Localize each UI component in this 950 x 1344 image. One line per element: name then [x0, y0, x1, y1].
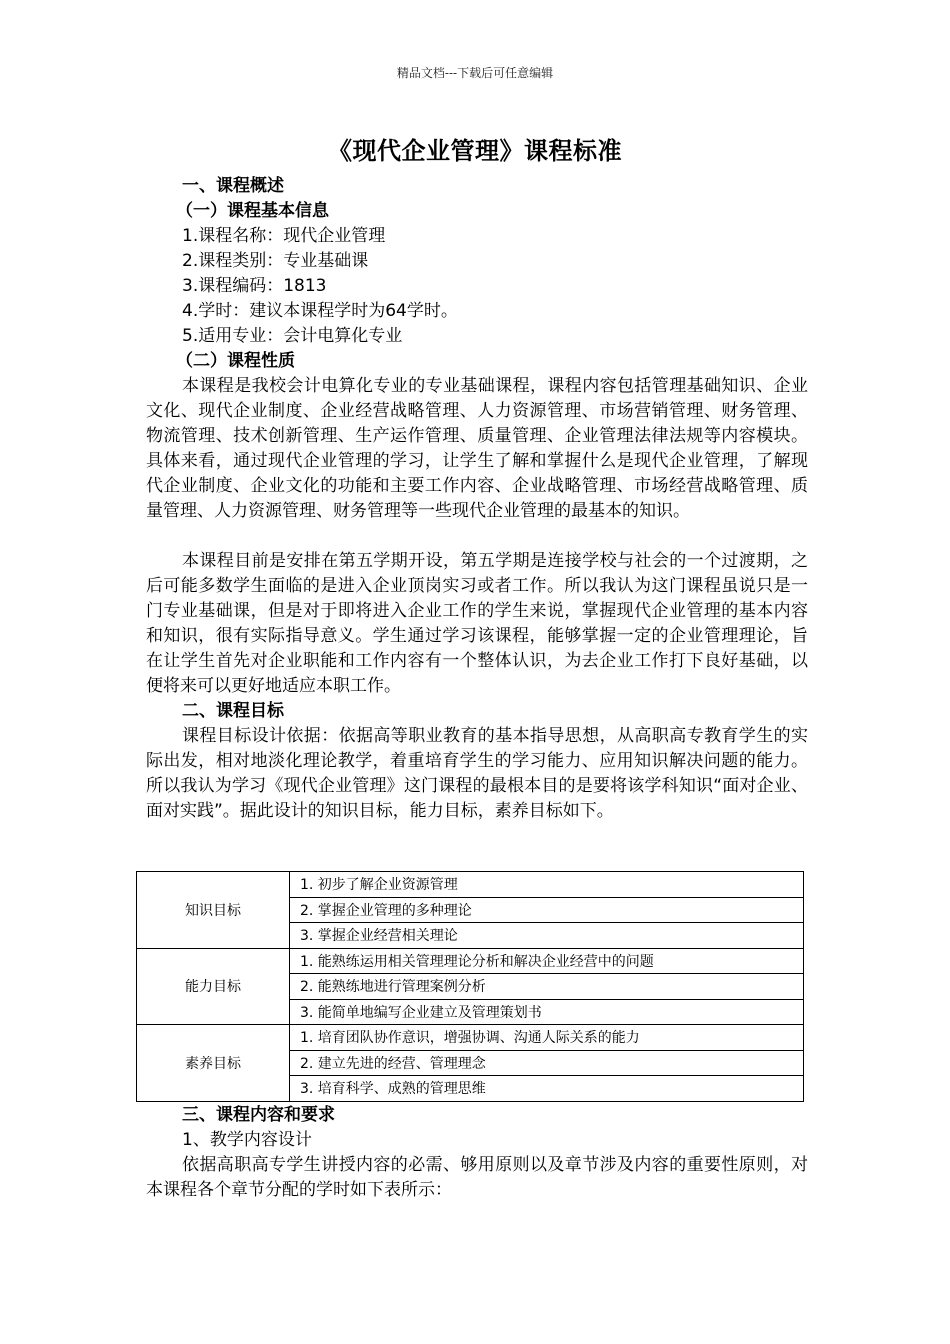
goal-category-literacy: 素养目标	[137, 1025, 290, 1102]
info-item-course-code: 3.课程编码：1813	[182, 276, 327, 296]
goal-category-ability: 能力目标	[137, 948, 290, 1025]
table-row	[137, 1025, 804, 1051]
info-item-course-type: 2.课程类别：专业基础课	[182, 251, 369, 271]
paragraph-hour-allocation: 依据高职高专学生讲授内容的必需、够用原则以及章节涉及内容的重要性原则，对本课程各个章节分配的学时如下表所示：	[146, 1155, 808, 1200]
subheading-course-nature: （二）课程性质	[176, 351, 295, 371]
section-heading-content: 三、课程内容和要求	[182, 1105, 335, 1125]
goal-item: 2. 掌握企业管理的多种理论	[290, 897, 804, 923]
subheading-basic-info: （一）课程基本信息	[176, 201, 329, 221]
table-row	[137, 872, 804, 898]
table-row	[137, 948, 804, 974]
subheading-teaching-design: 1、教学内容设计	[182, 1130, 312, 1150]
header-note: 精品文档---下载后可任意编辑	[396, 66, 554, 80]
info-item-course-name: 1.课程名称：现代企业管理	[182, 226, 386, 246]
info-item-hours: 4.学时：建议本课程学时为64学时。	[182, 301, 458, 321]
goal-item: 1. 初步了解企业资源管理	[290, 872, 804, 898]
goal-item: 1. 能熟练运用相关管理理论分析和解决企业经营中的问题	[290, 948, 804, 974]
goal-category-knowledge: 知识目标	[137, 872, 290, 949]
goal-item: 3. 能简单地编写企业建立及管理策划书	[290, 999, 804, 1025]
goal-item: 2. 能熟练地进行管理案例分析	[290, 974, 804, 1000]
paragraph-goal-basis: 课程目标设计依据：依据高等职业教育的基本指导思想，从高职高专教育学生的实际出发，相对地淡化理论教学，着重培育学生的学习能力、应用知识解决问题的能力。所以我认为学习《现代企业管理》这门课程的最根本目的是要将该学科知识“面对企业、面对实践”。据此设计的知识目标，能力目标，素养目标如下。	[146, 726, 808, 821]
section-heading-overview: 一、课程概述	[182, 176, 284, 196]
goals-table	[136, 871, 804, 1102]
document-title: 《现代企业管理》课程标准	[328, 137, 622, 165]
goal-item: 3. 掌握企业经营相关理论	[290, 923, 804, 949]
info-item-major: 5.适用专业：会计电算化专业	[182, 326, 403, 346]
goal-item: 3. 培育科学、成熟的管理思维	[290, 1076, 804, 1102]
section-heading-goals: 二、课程目标	[182, 701, 284, 721]
goal-item: 2. 建立先进的经营、管理理念	[290, 1050, 804, 1076]
paragraph-course-schedule: 本课程目前是安排在第五学期开设，第五学期是连接学校与社会的一个过渡期，之后可能多数学生面临的是进入企业顶岗实习或者工作。所以我认为这门课程虽说只是一门专业基础课，但是对于即将进入企业工作的学生来说，掌握现代企业管理的基本内容和知识，很有实际指导意义。学生通过学习该课程，能够掌握一定的企业管理理论，旨在让学生首先对企业职能和工作内容有一个整体认识，为去企业工作打下良好基础，以便将来可以更好地适应本职工作。	[146, 551, 808, 696]
paragraph-course-nature: 本课程是我校会计电算化专业的专业基础课程，课程内容包括管理基础知识、企业文化、现代企业制度、企业经营战略管理、人力资源管理、市场营销管理、财务管理、物流管理、技术创新管理、生产运作管理、质量管理、企业管理法律法规等内容模块。具体来看，通过现代企业管理的学习，让学生了解和掌握什么是现代企业管理，了解现代企业制度、企业文化的功能和主要工作内容、企业战略管理、市场经营战略管理、质量管理、人力资源管理、财务管理等一些现代企业管理的最基本的知识。	[146, 376, 808, 521]
goal-item: 1. 培育团队协作意识，增强协调、沟通人际关系的能力	[290, 1025, 804, 1051]
